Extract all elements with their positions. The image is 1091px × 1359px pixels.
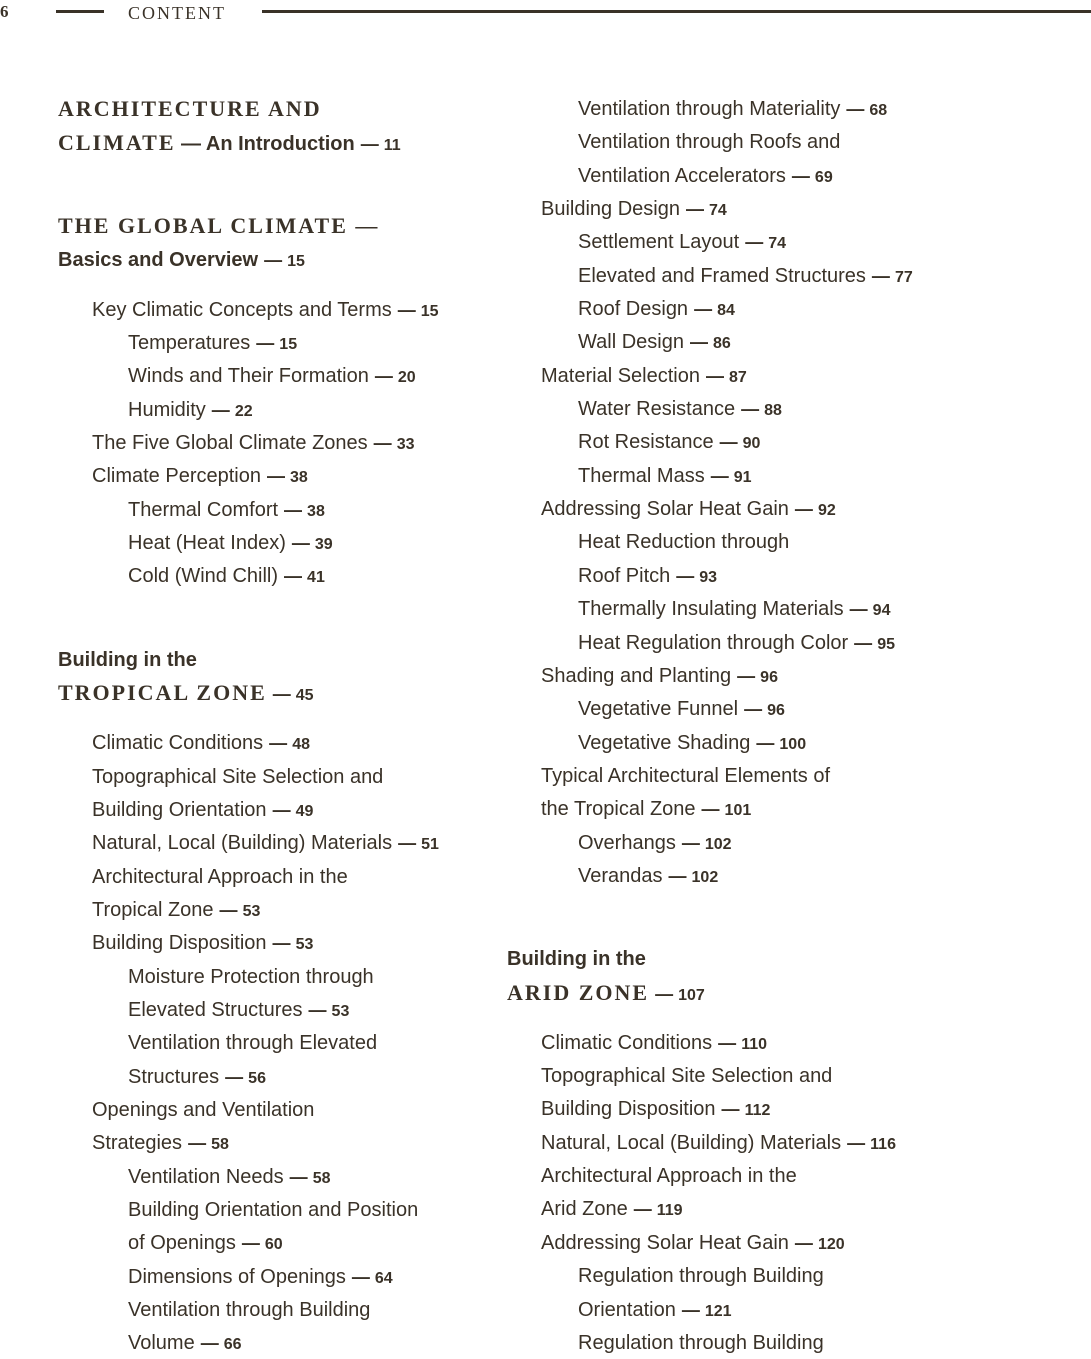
toc-entry bbox=[578, 297, 735, 323]
toc-entry-page: — 94 bbox=[850, 602, 891, 619]
toc-entry-title: Building Orientation and Position bbox=[128, 1199, 419, 1221]
toc-entry-title: Ventilation Accelerators bbox=[578, 165, 786, 187]
toc-entry bbox=[578, 731, 806, 757]
toc-entry bbox=[578, 530, 789, 554]
toc-entry-page: — 38 bbox=[284, 503, 325, 520]
toc-entry-title: Heat (Heat Index) bbox=[128, 532, 286, 554]
toc-entry-page: — 53 bbox=[220, 903, 261, 920]
page-header bbox=[0, 0, 1091, 30]
toc-entry bbox=[578, 264, 913, 290]
toc-entry bbox=[128, 1231, 283, 1257]
toc-entry-title: Regulation through Building bbox=[578, 1265, 824, 1287]
toc-entry-page: — 22 bbox=[212, 403, 253, 420]
toc-entry bbox=[92, 931, 313, 957]
toc-entry bbox=[578, 597, 890, 623]
toc-entry-page: — 91 bbox=[711, 469, 752, 486]
toc-entry-page: — 60 bbox=[242, 1236, 283, 1253]
toc-entry-title: Regulation through Building bbox=[578, 1332, 824, 1354]
toc-entry-title: Topographical Site Selection and bbox=[92, 766, 384, 788]
toc-entry-page: — 120 bbox=[795, 1236, 845, 1253]
toc-entry-title: Ventilation through Building bbox=[128, 1299, 371, 1321]
toc-entry-title: Temperatures bbox=[128, 332, 251, 354]
toc-entry-page: — 102 bbox=[669, 869, 719, 886]
toc-entry bbox=[541, 1197, 683, 1223]
toc-entry-page: — 86 bbox=[690, 335, 731, 352]
toc-entry-page: — 51 bbox=[398, 836, 439, 853]
toc-entry-title: Dimensions of Openings bbox=[128, 1266, 346, 1288]
toc-entry bbox=[128, 1265, 393, 1291]
toc-entry-page: — 102 bbox=[682, 836, 732, 853]
toc-entry-page: — 58 bbox=[188, 1136, 229, 1153]
toc-entry-title: Openings and Ventilation bbox=[92, 1099, 315, 1121]
toc-entry-title: Vegetative Shading bbox=[578, 732, 751, 754]
toc-entry-title: Building in the bbox=[507, 948, 646, 970]
toc-entry-title: Humidity bbox=[128, 399, 206, 421]
toc-entry-title: Ventilation through Elevated bbox=[128, 1032, 378, 1054]
toc-entry-title: Climatic Conditions bbox=[541, 1032, 713, 1054]
toc-entry-page: — 121 bbox=[682, 1303, 732, 1320]
toc-entry-title: Building in the bbox=[58, 649, 197, 671]
toc-entry-title: Building Disposition bbox=[541, 1098, 716, 1120]
toc-entry bbox=[541, 1031, 767, 1057]
toc-entry bbox=[541, 1164, 797, 1188]
page-number: 6 bbox=[0, 2, 9, 21]
toc-entry-page: — 112 bbox=[722, 1102, 771, 1119]
toc-entry bbox=[507, 947, 646, 971]
toc-entry bbox=[578, 164, 833, 190]
toc-entry-page: — 88 bbox=[741, 402, 782, 419]
toc-entry bbox=[58, 248, 305, 274]
toc-entry bbox=[541, 664, 778, 690]
toc-entry-page: — 77 bbox=[872, 269, 913, 286]
toc-entry-title: Water Resistance bbox=[578, 398, 736, 420]
toc-entry bbox=[58, 97, 322, 121]
toc-entry-title: Cold (Wind Chill) bbox=[128, 565, 279, 587]
toc-entry-title: Overhangs bbox=[578, 832, 676, 854]
toc-entry bbox=[578, 330, 731, 356]
toc-entry-page: — 56 bbox=[225, 1070, 266, 1087]
toc-entry-title: The Five Global Climate Zones bbox=[92, 432, 368, 454]
toc-entry-title: Structures bbox=[128, 1066, 220, 1088]
toc-entry bbox=[578, 564, 717, 590]
toc-entry bbox=[128, 1198, 418, 1222]
toc-entry-page: — 74 bbox=[745, 235, 786, 252]
toc-entry-title: Thermal Mass bbox=[578, 465, 705, 487]
toc-entry bbox=[578, 831, 732, 857]
toc-entry-page: — 116 bbox=[847, 1136, 896, 1153]
toc-entry-title: Shading and Planting bbox=[541, 665, 732, 687]
toc-entry-title: of Openings bbox=[128, 1232, 236, 1254]
toc-entry bbox=[128, 965, 374, 989]
toc-entry-page: — 53 bbox=[309, 1003, 350, 1020]
toc-entry-title: Ventilation through Roofs and bbox=[578, 131, 841, 153]
toc-entry bbox=[541, 1097, 770, 1123]
toc-entry-title: Orientation bbox=[578, 1299, 676, 1321]
toc-entry-page: — 39 bbox=[292, 536, 333, 553]
toc-entry-title: CLIMATE bbox=[58, 130, 176, 155]
toc-entry-title: Addressing Solar Heat Gain bbox=[541, 498, 789, 520]
toc-entry-title: Natural, Local (Building) Materials bbox=[92, 832, 393, 854]
toc-entry-title: TROPICAL ZONE bbox=[58, 680, 267, 705]
toc-entry-page: — 87 bbox=[706, 369, 747, 386]
toc-entry-page: — 110 bbox=[718, 1036, 767, 1053]
toc-entry-title: Building Disposition bbox=[92, 932, 267, 954]
toc-entry-page: — 101 bbox=[702, 802, 752, 819]
toc-entry-subtitle: — An Introduction bbox=[175, 133, 355, 155]
toc-entry bbox=[128, 1031, 377, 1055]
toc-entry-title: Wall Design bbox=[578, 331, 684, 353]
toc-entry bbox=[92, 298, 439, 324]
toc-entry bbox=[128, 364, 416, 390]
toc-entry-title: Winds and Their Formation bbox=[128, 365, 369, 387]
toc-entry bbox=[128, 998, 349, 1024]
toc-entry-page: — 66 bbox=[201, 1336, 242, 1353]
toc-entry-title: Topographical Site Selection and bbox=[541, 1065, 833, 1087]
toc-entry bbox=[92, 765, 383, 789]
toc-entry bbox=[92, 898, 260, 924]
toc-entry-title: Heat Regulation through Color bbox=[578, 632, 849, 654]
toc-entry bbox=[541, 1064, 832, 1088]
toc-entry-title: Arid Zone bbox=[541, 1198, 628, 1220]
header-rule-long bbox=[262, 10, 1091, 13]
toc-entry-page: — 68 bbox=[846, 102, 887, 119]
toc-entry-title: Climatic Conditions bbox=[92, 732, 264, 754]
toc-entry-title: Building Design bbox=[541, 198, 680, 220]
toc-entry-title: the Tropical Zone bbox=[541, 798, 696, 820]
toc-entry-page: — 107 bbox=[655, 987, 705, 1004]
toc-entry-title: Ventilation through Materiality bbox=[578, 98, 841, 120]
toc-entry bbox=[578, 697, 785, 723]
toc-entry-title: Basics and Overview bbox=[58, 249, 259, 271]
toc-entry bbox=[578, 230, 786, 256]
toc-entry-title: Thermally Insulating Materials bbox=[578, 598, 844, 620]
toc-entry bbox=[92, 1098, 314, 1122]
toc-entry-page: — 90 bbox=[720, 435, 761, 452]
toc-entry-title: Elevated and Framed Structures bbox=[578, 265, 866, 287]
toc-entry-page: — 58 bbox=[290, 1170, 331, 1187]
toc-entry bbox=[128, 398, 253, 424]
toc-entry-title: Rot Resistance bbox=[578, 431, 714, 453]
toc-entry-title: ARCHITECTURE AND bbox=[58, 96, 322, 121]
toc-entry bbox=[507, 981, 705, 1008]
toc-entry-title: ARID ZONE bbox=[507, 980, 650, 1005]
toc-entry-title: Roof Design bbox=[578, 298, 689, 320]
toc-entry bbox=[541, 797, 751, 823]
toc-entry-page: — 64 bbox=[352, 1270, 393, 1287]
toc-entry bbox=[578, 1298, 732, 1324]
toc-entry bbox=[541, 1131, 896, 1157]
toc-entry bbox=[92, 865, 348, 889]
header-rule-short bbox=[56, 10, 104, 13]
toc-entry bbox=[128, 1298, 370, 1322]
toc-entry-page: — 100 bbox=[756, 736, 806, 753]
toc-entry-title: Heat Reduction through bbox=[578, 531, 790, 553]
toc-entry-title: Natural, Local (Building) Materials bbox=[541, 1132, 842, 1154]
toc-entry-page: — 53 bbox=[273, 936, 314, 953]
toc-entry bbox=[92, 731, 310, 757]
toc-entry-title: Addressing Solar Heat Gain bbox=[541, 1232, 789, 1254]
toc-entry-title: Vegetative Funnel bbox=[578, 698, 739, 720]
toc-entry bbox=[128, 1331, 242, 1357]
toc-entry-page: — 119 bbox=[634, 1202, 683, 1219]
toc-entry-title: Architectural Approach in the bbox=[92, 866, 348, 888]
toc-entry bbox=[578, 464, 752, 490]
toc-entry bbox=[578, 397, 782, 423]
toc-entry-page: — 41 bbox=[284, 569, 325, 586]
toc-entry-page: — 38 bbox=[267, 469, 308, 486]
toc-entry bbox=[578, 864, 718, 890]
toc-entry bbox=[58, 648, 197, 672]
toc-entry bbox=[58, 681, 314, 708]
toc-entry-page: — 20 bbox=[375, 369, 416, 386]
toc-entry-title: Material Selection bbox=[541, 365, 700, 387]
toc-entry-page: — 15 bbox=[264, 253, 305, 270]
toc-entry bbox=[128, 1065, 266, 1091]
toc-entry-title: Tropical Zone bbox=[92, 899, 214, 921]
toc-entry-page: — 96 bbox=[744, 702, 785, 719]
toc-entry-page: — 92 bbox=[795, 502, 836, 519]
toc-entry bbox=[578, 1264, 824, 1288]
toc-entry-page: — 69 bbox=[792, 169, 833, 186]
toc-entry-title: Roof Pitch bbox=[578, 565, 671, 587]
toc-entry-page: — 93 bbox=[676, 569, 717, 586]
toc-entry bbox=[92, 831, 439, 857]
toc-entry bbox=[92, 464, 308, 490]
toc-entry-page: — 74 bbox=[686, 202, 727, 219]
toc-entry-title: Typical Architectural Elements of bbox=[541, 765, 831, 787]
toc-entry-title: Architectural Approach in the bbox=[541, 1165, 797, 1187]
toc-entry-title: Volume bbox=[128, 1332, 195, 1354]
toc-entry-title: Key Climatic Concepts and Terms bbox=[92, 299, 392, 321]
toc-entry bbox=[541, 197, 727, 223]
toc-entry-title: Thermal Comfort bbox=[128, 499, 279, 521]
toc-entry-page: — 95 bbox=[854, 636, 895, 653]
toc-entry-page: — 15 bbox=[256, 336, 297, 353]
toc-entry-page: — 45 bbox=[273, 687, 314, 704]
toc-entry-page: — 33 bbox=[374, 436, 415, 453]
toc-entry-title: Moisture Protection through bbox=[128, 966, 374, 988]
toc-entry-title: Strategies bbox=[92, 1132, 183, 1154]
toc-entry bbox=[92, 798, 313, 824]
toc-entry-title: Building Orientation bbox=[92, 799, 267, 821]
toc-entry bbox=[128, 331, 297, 357]
toc-entry-page: — 11 bbox=[361, 137, 401, 154]
toc-entry bbox=[128, 564, 325, 590]
toc-entry bbox=[541, 497, 836, 523]
toc-entry bbox=[541, 764, 830, 788]
toc-entry bbox=[92, 1131, 229, 1157]
toc-entry-title: THE GLOBAL CLIMATE — bbox=[58, 213, 380, 238]
toc-entry-page: — 15 bbox=[398, 303, 439, 320]
toc-entry bbox=[578, 1331, 824, 1355]
toc-entry bbox=[58, 131, 401, 158]
toc-entry bbox=[578, 631, 895, 657]
toc-entry bbox=[128, 1165, 330, 1191]
toc-entry-title: Elevated Structures bbox=[128, 999, 303, 1021]
toc-entry bbox=[578, 430, 760, 456]
toc-entry bbox=[128, 498, 325, 524]
toc-entry-page: — 48 bbox=[269, 736, 310, 753]
toc-entry bbox=[58, 214, 379, 238]
toc-entry bbox=[578, 130, 840, 154]
toc-entry-page: — 49 bbox=[273, 803, 314, 820]
toc-entry-page: — 84 bbox=[694, 302, 735, 319]
toc-entry bbox=[92, 431, 414, 457]
header-label: CONTENT bbox=[128, 3, 226, 23]
toc-entry-title: Verandas bbox=[578, 865, 663, 887]
toc-entry-title: Settlement Layout bbox=[578, 231, 740, 253]
toc-entry-page: — 96 bbox=[737, 669, 778, 686]
toc-entry bbox=[128, 531, 333, 557]
toc-entry bbox=[541, 1231, 845, 1257]
toc-entry bbox=[541, 364, 747, 390]
toc-entry-title: Ventilation Needs bbox=[128, 1166, 284, 1188]
toc-entry bbox=[578, 97, 887, 123]
toc-entry-title: Climate Perception bbox=[92, 465, 261, 487]
